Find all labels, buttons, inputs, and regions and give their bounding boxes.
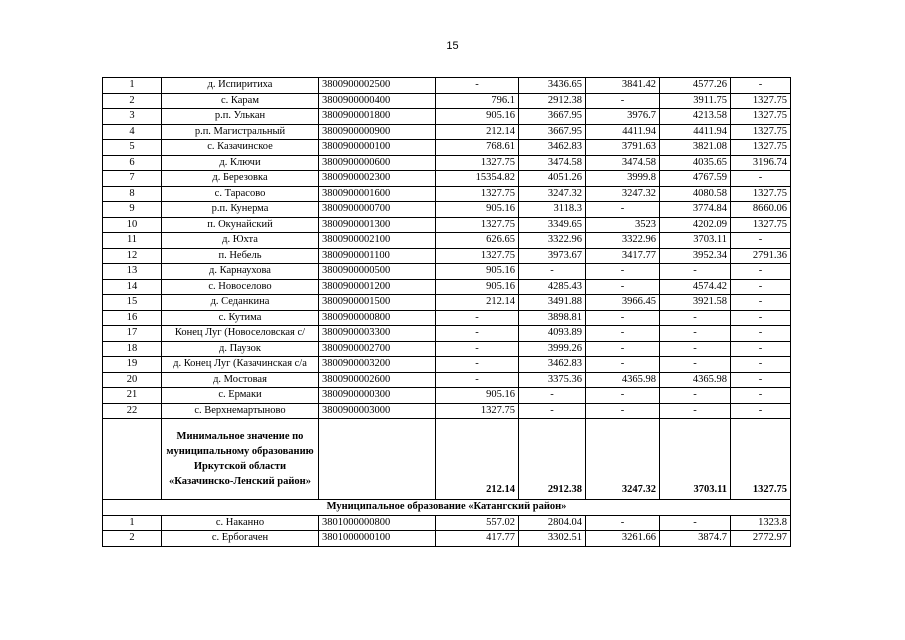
value-cell: 3417.77 — [586, 248, 660, 264]
table-row — [103, 233, 791, 249]
value-cell: - — [660, 403, 731, 419]
settlement-code: 3800900000800 — [319, 310, 436, 326]
settlement-name: п. Окунайский — [162, 217, 319, 233]
value-cell: 557.02 — [436, 515, 519, 531]
settlement-name: с. Наканно — [162, 515, 319, 531]
value-cell: 1327.75 — [436, 248, 519, 264]
table-row — [103, 515, 791, 531]
settlement-code: 3800900000300 — [319, 388, 436, 404]
settlement-code: 3800900000700 — [319, 202, 436, 218]
value-cell: 4213.58 — [660, 109, 731, 125]
value-cell: - — [586, 357, 660, 373]
row-number: 1 — [103, 515, 162, 531]
value-cell: 3952.34 — [660, 248, 731, 264]
value-cell: 4365.98 — [586, 372, 660, 388]
row-number: 10 — [103, 217, 162, 233]
table-row — [103, 403, 791, 419]
settlement-name: р.п. Улькан — [162, 109, 319, 125]
value-cell: 3462.83 — [519, 140, 586, 156]
table-summary — [103, 419, 791, 516]
value-cell: 3261.66 — [586, 531, 660, 547]
settlement-code: 3800900002100 — [319, 233, 436, 249]
value-cell: - — [586, 264, 660, 280]
value-cell: 4035.65 — [660, 155, 731, 171]
settlement-code: 3800900000100 — [319, 140, 436, 156]
value-cell: 905.16 — [436, 202, 519, 218]
value-cell: 2772.97 — [731, 531, 791, 547]
value-cell: 4411.94 — [660, 124, 731, 140]
settlement-code: 3800900000500 — [319, 264, 436, 280]
value-cell: 3349.65 — [519, 217, 586, 233]
summary-value: 2912.38 — [519, 419, 586, 500]
settlement-name: р.п. Магистральный — [162, 124, 319, 140]
settlement-code: 3800900001200 — [319, 279, 436, 295]
value-cell: 1327.75 — [731, 186, 791, 202]
settlement-name: с. Кутима — [162, 310, 319, 326]
table-row — [103, 295, 791, 311]
value-cell: 3118.3 — [519, 202, 586, 218]
value-cell: 4093.89 — [519, 326, 586, 342]
value-cell: 3474.58 — [519, 155, 586, 171]
value-cell: 3973.67 — [519, 248, 586, 264]
settlement-name: с. Ербогачен — [162, 531, 319, 547]
summary-empty-num — [103, 419, 162, 500]
settlement-name: п. Небель — [162, 248, 319, 264]
row-number: 6 — [103, 155, 162, 171]
table-row — [103, 357, 791, 373]
value-cell: 3196.74 — [731, 155, 791, 171]
value-cell: - — [731, 341, 791, 357]
settlement-name: с. Казачинское — [162, 140, 319, 156]
table-row — [103, 124, 791, 140]
value-cell: 2912.38 — [519, 93, 586, 109]
value-cell: 3436.65 — [519, 78, 586, 94]
row-number: 12 — [103, 248, 162, 264]
value-cell: 4767.59 — [660, 171, 731, 187]
settlement-name: с. Верхнемартыново — [162, 403, 319, 419]
value-cell: 3774.84 — [660, 202, 731, 218]
value-cell: 3462.83 — [519, 357, 586, 373]
value-cell: 1327.75 — [436, 217, 519, 233]
table-row — [103, 93, 791, 109]
row-number: 7 — [103, 171, 162, 187]
value-cell: 3375.36 — [519, 372, 586, 388]
settlement-name: с. Карам — [162, 93, 319, 109]
value-cell: 3322.96 — [586, 233, 660, 249]
row-number: 17 — [103, 326, 162, 342]
value-cell: 4574.42 — [660, 279, 731, 295]
value-cell: - — [731, 310, 791, 326]
value-cell: - — [586, 515, 660, 531]
table-row — [103, 310, 791, 326]
settlement-code: 3800900002700 — [319, 341, 436, 357]
value-cell: 3703.11 — [660, 233, 731, 249]
value-cell: 3523 — [586, 217, 660, 233]
value-cell: - — [731, 388, 791, 404]
value-cell: - — [731, 403, 791, 419]
value-cell: 1327.75 — [731, 217, 791, 233]
table-row — [103, 279, 791, 295]
settlement-code: 3800900003000 — [319, 403, 436, 419]
settlement-name: с. Ермаки — [162, 388, 319, 404]
settlement-name: д. Испиритиха — [162, 78, 319, 94]
value-cell: - — [731, 295, 791, 311]
row-number: 16 — [103, 310, 162, 326]
value-cell: - — [436, 341, 519, 357]
value-cell: 3911.75 — [660, 93, 731, 109]
value-cell: - — [436, 326, 519, 342]
settlement-name: д. Карнаухова — [162, 264, 319, 280]
value-cell: - — [436, 78, 519, 94]
value-cell: 4577.26 — [660, 78, 731, 94]
value-cell: - — [519, 264, 586, 280]
table-row — [103, 109, 791, 125]
settlement-code: 3800900000900 — [319, 124, 436, 140]
settlement-code: 3801000000100 — [319, 531, 436, 547]
row-number: 8 — [103, 186, 162, 202]
value-cell: 796.1 — [436, 93, 519, 109]
row-number: 18 — [103, 341, 162, 357]
value-cell: 3841.42 — [586, 78, 660, 94]
settlement-code: 3800900000600 — [319, 155, 436, 171]
summary-label: Минимальное значение по муниципальному образованию Иркутской области «Казачинско-Ленский район» — [162, 419, 319, 500]
row-number: 20 — [103, 372, 162, 388]
value-cell: 4411.94 — [586, 124, 660, 140]
value-cell: 3247.32 — [519, 186, 586, 202]
value-cell: - — [731, 78, 791, 94]
table-row — [103, 155, 791, 171]
value-cell: 3302.51 — [519, 531, 586, 547]
table-row — [103, 341, 791, 357]
value-cell: - — [660, 357, 731, 373]
row-number: 9 — [103, 202, 162, 218]
settlement-name: д. Юхта — [162, 233, 319, 249]
value-cell: 3976.7 — [586, 109, 660, 125]
row-number: 19 — [103, 357, 162, 373]
settlement-code: 3800900000400 — [319, 93, 436, 109]
value-cell: 3999.26 — [519, 341, 586, 357]
settlement-name: д. Седанкина — [162, 295, 319, 311]
value-cell: 212.14 — [436, 295, 519, 311]
table-row — [103, 217, 791, 233]
summary-value: 212.14 — [436, 419, 519, 500]
table-row — [103, 388, 791, 404]
settlement-code: 3800900002300 — [319, 171, 436, 187]
value-cell: - — [731, 326, 791, 342]
settlement-code: 3801000000800 — [319, 515, 436, 531]
table-row — [103, 264, 791, 280]
row-number: 2 — [103, 93, 162, 109]
settlement-name: с. Тарасово — [162, 186, 319, 202]
row-number: 1 — [103, 78, 162, 94]
value-cell: - — [731, 264, 791, 280]
value-cell: - — [731, 171, 791, 187]
settlement-code: 3800900001300 — [319, 217, 436, 233]
settlement-name: д. Паузок — [162, 341, 319, 357]
value-cell: 3999.8 — [586, 171, 660, 187]
value-cell: 3966.45 — [586, 295, 660, 311]
value-cell: - — [586, 310, 660, 326]
value-cell: - — [519, 403, 586, 419]
table-row — [103, 78, 791, 94]
value-cell: 15354.82 — [436, 171, 519, 187]
value-cell: 3474.58 — [586, 155, 660, 171]
table-row — [103, 248, 791, 264]
value-cell: 3667.95 — [519, 109, 586, 125]
value-cell: 1327.75 — [436, 403, 519, 419]
summary-value: 3247.32 — [586, 419, 660, 500]
settlement-code: 3800900001600 — [319, 186, 436, 202]
row-number: 13 — [103, 264, 162, 280]
table-row — [103, 372, 791, 388]
value-cell: 2804.04 — [519, 515, 586, 531]
table-row — [103, 202, 791, 218]
settlement-name: р.п. Кунерма — [162, 202, 319, 218]
summary-row — [103, 419, 791, 500]
value-cell: 3898.81 — [519, 310, 586, 326]
table-row — [103, 140, 791, 156]
value-cell: 3821.08 — [660, 140, 731, 156]
value-cell: 4365.98 — [660, 372, 731, 388]
value-cell: 905.16 — [436, 279, 519, 295]
settlement-name: с. Новоселово — [162, 279, 319, 295]
settlement-name: д. Мостовая — [162, 372, 319, 388]
value-cell: 3874.7 — [660, 531, 731, 547]
summary-value: 1327.75 — [731, 419, 791, 500]
section-title: Муниципальное образование «Катангский район» — [103, 500, 791, 516]
value-cell: 1327.75 — [731, 140, 791, 156]
value-cell: 1327.75 — [436, 155, 519, 171]
value-cell: 3491.88 — [519, 295, 586, 311]
value-cell: 768.61 — [436, 140, 519, 156]
value-cell: - — [586, 202, 660, 218]
table-row — [103, 531, 791, 547]
value-cell: 3791.63 — [586, 140, 660, 156]
table-row — [103, 171, 791, 187]
settlement-code: 3800900003300 — [319, 326, 436, 342]
value-cell: - — [519, 388, 586, 404]
row-number: 21 — [103, 388, 162, 404]
settlement-code: 3800900001100 — [319, 248, 436, 264]
value-cell: - — [436, 357, 519, 373]
value-cell: 8660.06 — [731, 202, 791, 218]
value-cell: 1327.75 — [731, 124, 791, 140]
value-cell: - — [660, 264, 731, 280]
settlement-code: 3800900002500 — [319, 78, 436, 94]
settlement-code: 3800900001800 — [319, 109, 436, 125]
table-body-katanga — [103, 515, 791, 546]
value-cell: 3667.95 — [519, 124, 586, 140]
settlement-name: д. Конец Луг (Казачинская с/а — [162, 357, 319, 373]
value-cell: 212.14 — [436, 124, 519, 140]
value-cell: - — [586, 388, 660, 404]
value-cell: 905.16 — [436, 109, 519, 125]
value-cell: - — [436, 310, 519, 326]
row-number: 11 — [103, 233, 162, 249]
settlement-name: Конец Луг (Новоселовская с/ — [162, 326, 319, 342]
row-number: 3 — [103, 109, 162, 125]
row-number: 4 — [103, 124, 162, 140]
value-cell: - — [586, 341, 660, 357]
value-cell: 417.77 — [436, 531, 519, 547]
value-cell: 905.16 — [436, 388, 519, 404]
section-row — [103, 500, 791, 516]
value-cell: - — [660, 310, 731, 326]
settlement-code: 3800900002600 — [319, 372, 436, 388]
value-cell: 4202.09 — [660, 217, 731, 233]
settlement-code: 3800900003200 — [319, 357, 436, 373]
value-cell: - — [586, 326, 660, 342]
value-cell: - — [660, 341, 731, 357]
value-cell: 1327.75 — [436, 186, 519, 202]
value-cell: - — [586, 403, 660, 419]
value-cell: - — [586, 93, 660, 109]
value-cell: - — [586, 279, 660, 295]
value-cell: 905.16 — [436, 264, 519, 280]
summary-value: 3703.11 — [660, 419, 731, 500]
settlement-name: д. Ключи — [162, 155, 319, 171]
value-cell: 3322.96 — [519, 233, 586, 249]
value-cell: - — [660, 515, 731, 531]
value-cell: 1327.75 — [731, 109, 791, 125]
settlement-code: 3800900001500 — [319, 295, 436, 311]
table-row — [103, 186, 791, 202]
value-cell: 3247.32 — [586, 186, 660, 202]
page-number: 15 — [446, 40, 459, 52]
row-number: 2 — [103, 531, 162, 547]
summary-empty-code — [319, 419, 436, 500]
value-cell: - — [731, 233, 791, 249]
value-cell: - — [731, 357, 791, 373]
row-number: 5 — [103, 140, 162, 156]
value-cell: - — [436, 372, 519, 388]
value-cell: 4285.43 — [519, 279, 586, 295]
value-cell: - — [731, 279, 791, 295]
value-cell: 1323.8 — [731, 515, 791, 531]
value-cell: 4080.58 — [660, 186, 731, 202]
row-number: 15 — [103, 295, 162, 311]
value-cell: 4051.26 — [519, 171, 586, 187]
value-cell: - — [660, 388, 731, 404]
table-body-kazachinsko — [103, 78, 791, 419]
value-cell: 3921.58 — [660, 295, 731, 311]
value-cell: 1327.75 — [731, 93, 791, 109]
row-number: 14 — [103, 279, 162, 295]
settlement-name: д. Березовка — [162, 171, 319, 187]
value-cell: - — [731, 372, 791, 388]
table-row — [103, 326, 791, 342]
value-cell: 626.65 — [436, 233, 519, 249]
value-cell: - — [660, 326, 731, 342]
tariff-table — [102, 77, 791, 547]
row-number: 22 — [103, 403, 162, 419]
value-cell: 2791.36 — [731, 248, 791, 264]
